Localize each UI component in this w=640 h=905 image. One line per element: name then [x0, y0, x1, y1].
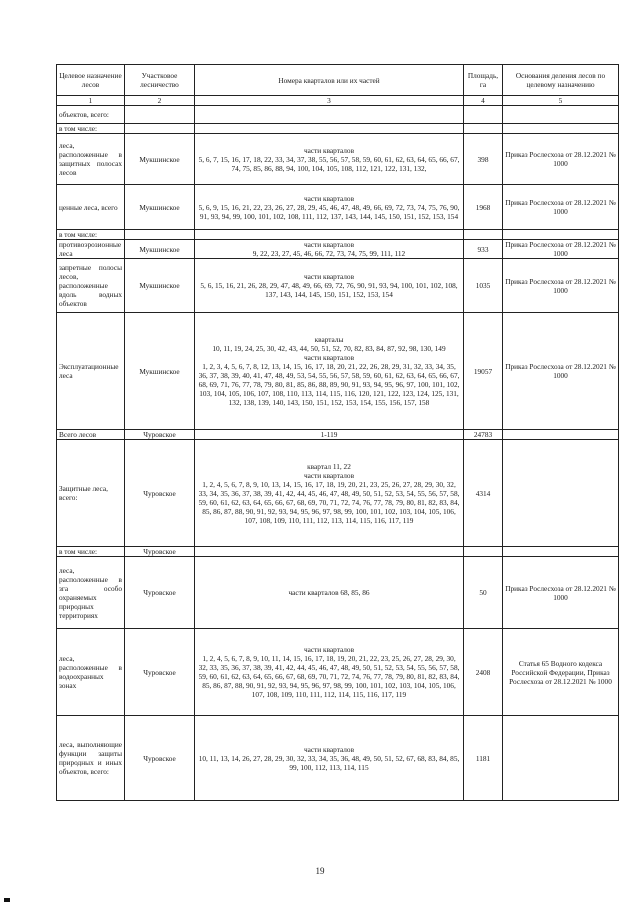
cell-basis [503, 230, 619, 240]
cell-district [125, 106, 195, 124]
cell-blocks: кварталы 10, 11, 19, 24, 25, 30, 42, 43, 44, 50, 51, 52, 70, 82, 83, 84, 87, 92, 98, 130, 149 части кварталов 1, 2, 3, 4, 5, 6, 7, 8, 12, 13, 14, 15, 16, 17, 18, 20, 21, 22, 26, 28, 29, 31, 32, 33, 34, 35, 36, 37, 38, 39, 40, 41, 47, 48, 49, 53, 54, 55, 56, 57, 58, 59, 60, 61, 62, 63, 64, 65, 66, 67, 68, 69, 71, 76, 77, 78, 79, 80, 81, 85, 86, 88, 89, 90, 91, 93, 94, 95, 96, 97, 100, 101, 102, 103, 104, 105, 106, 107, 108, 110, 113, 114, 115, 116, 120, 121, 122, 123, 124, 125, 131, 132, 138, 139, 140, 143, 150, 151, 152, 153, 154, 155, 156, 157, 158 [195, 313, 464, 430]
cell-area [464, 230, 503, 240]
cell-basis [503, 106, 619, 124]
table-row [57, 240, 619, 259]
cell-blocks: 1-119 [195, 430, 464, 440]
header-area: Площадь, га [464, 65, 503, 96]
cell-district: Чуровское [125, 716, 195, 801]
cell-purpose: в том числе: [57, 230, 125, 240]
cell-purpose: леса, расположенные в зга особо охраняемых природных территориях [57, 557, 125, 629]
cell-blocks [195, 106, 464, 124]
cell-blocks: части кварталов 9, 22, 23, 27, 45, 46, 66, 72, 73, 74, 75, 99, 111, 112 [195, 240, 464, 259]
cell-basis: Приказ Рослесхоза от 28.12.2021 № 1000 [503, 134, 619, 185]
cell-basis [503, 547, 619, 557]
table-row [57, 629, 619, 716]
cell-blocks: части кварталов 68, 85, 86 [195, 557, 464, 629]
column-number: 4 [464, 96, 503, 106]
cell-purpose: Всего лесов [57, 430, 125, 440]
cell-district: Мукшинское [125, 240, 195, 259]
header-district: Участковое лесничество [125, 65, 195, 96]
cell-area: 24783 [464, 430, 503, 440]
header-blocks: Номера кварталов или их частей [195, 65, 464, 96]
column-number: 5 [503, 96, 619, 106]
cell-basis: Приказ Рослесхоза от 28.12.2021 № 1000 [503, 240, 619, 259]
cell-area: 1968 [464, 185, 503, 230]
cell-basis [503, 430, 619, 440]
cell-area [464, 547, 503, 557]
page-number: 19 [315, 866, 325, 876]
cell-area: 50 [464, 557, 503, 629]
cell-basis: Статья 65 Водного кодекса Российской Федерации, Приказ Рослесхоза от 28.12.2021 № 1000 [503, 629, 619, 716]
cell-basis [503, 124, 619, 134]
cell-blocks [195, 547, 464, 557]
cell-purpose: объектов, всего: [57, 106, 125, 124]
cell-blocks [195, 124, 464, 134]
cell-basis: Приказ Рослесхоза от 28.12.2021 № 1000 [503, 259, 619, 313]
cell-basis [503, 716, 619, 801]
table-row [57, 557, 619, 629]
cell-area: 19057 [464, 313, 503, 430]
cell-district: Чуровское [125, 430, 195, 440]
cell-purpose: леса, выполняющие функции защиты природных и иных объектов, всего: [57, 716, 125, 801]
cell-district [125, 124, 195, 134]
cell-district: Чуровское [125, 440, 195, 547]
column-number: 2 [125, 96, 195, 106]
scan-artifact [4, 898, 10, 902]
cell-blocks: части кварталов 10, 11, 13, 14, 26, 27, 28, 29, 30, 32, 33, 34, 35, 36, 48, 49, 50, 51, 52, 67, 68, 83, 84, 85, 99, 100, 112, 113, 114, 115 [195, 716, 464, 801]
table-row [57, 440, 619, 547]
cell-purpose: запретные полосы лесов, расположенные вдоль водных объектов [57, 259, 125, 313]
table-row [57, 430, 619, 440]
table-row [57, 313, 619, 430]
table-body [57, 106, 619, 801]
cell-basis [503, 440, 619, 547]
cell-blocks: части кварталов 5, 6, 7, 15, 16, 17, 18, 22, 33, 34, 37, 38, 55, 56, 57, 58, 59, 60, 61, 62, 63, 64, 65, 66, 67, 74, 75, 85, 86, 88, 94, 100, 104, 105, 108, 112, 121, 122, 131, 132, [195, 134, 464, 185]
header-purpose: Целевое назначение лесов [57, 65, 125, 96]
cell-purpose: Защитные леса, всего: [57, 440, 125, 547]
cell-area: 2408 [464, 629, 503, 716]
cell-blocks: части кварталов 1, 2, 4, 5, 6, 7, 8, 9, 10, 11, 14, 15, 16, 17, 18, 19, 20, 21, 22, 23, 25, 26, 27, 28, 29, 30, 32, 33, 35, 36, 37, 38, 39, 41, 42, 44, 45, 46, 47, 48, 49, 50, 51, 52, 53, 54, 55, 56, 57, 58, 59, 60, 61, 62, 63, 64, 65, 66, 67, 68, 69, 70, 71, 72, 74, 76, 77, 78, 79, 80, 81, 82, 83, 84, 85, 86, 87, 88, 90, 91, 92, 93, 94, 95, 96, 97, 98, 99, 100, 101, 102, 103, 104, 105, 106, 107, 108, 109, 110, 111, 112, 114, 115, 116, 117, 119 [195, 629, 464, 716]
cell-blocks: части кварталов 5, 6, 9, 15, 16, 21, 22, 23, 26, 27, 28, 29, 45, 46, 47, 48, 49, 66, 69, 72, 73, 74, 75, 76, 90, 91, 93, 94, 99, 100, 101, 102, 108, 111, 112, 137, 143, 144, 145, 150, 151, 152, 153, 154 [195, 185, 464, 230]
cell-district [125, 230, 195, 240]
cell-purpose: противоэрозионные леса [57, 240, 125, 259]
cell-basis: Приказ Рослесхоза от 28.12.2021 № 1000 [503, 557, 619, 629]
cell-purpose: леса, расположенные в защитных полосах лесов [57, 134, 125, 185]
cell-area: 1181 [464, 716, 503, 801]
table-row [57, 259, 619, 313]
table-row [57, 134, 619, 185]
cell-blocks [195, 230, 464, 240]
cell-basis: Приказ Рослесхоза от 28.12.2021 № 1000 [503, 185, 619, 230]
cell-district: Чуровское [125, 557, 195, 629]
cell-blocks: квартал 11, 22 части кварталов 1, 2, 4, 5, 6, 7, 8, 9, 10, 13, 14, 15, 16, 17, 18, 19, 20, 21, 23, 25, 26, 27, 28, 29, 30, 32, 33, 34, 35, 36, 37, 38, 39, 41, 42, 44, 45, 46, 47, 48, 49, 50, 51, 52, 53, 54, 55, 56, 57, 58, 59, 60, 61, 62, 63, 64, 65, 66, 67, 68, 69, 70, 71, 72, 74, 76, 77, 78, 79, 80, 81, 82, 83, 84, 85, 86, 87, 88, 90, 91, 92, 93, 94, 95, 96, 97, 98, 99, 100, 101, 102, 103, 104, 105, 106, 107, 108, 109, 110, 111, 112, 113, 114, 115, 116, 117, 119 [195, 440, 464, 547]
table-header-row [57, 65, 619, 96]
column-number: 1 [57, 96, 125, 106]
table-row [57, 716, 619, 801]
cell-purpose: в том числе: [57, 547, 125, 557]
cell-area: 933 [464, 240, 503, 259]
cell-district: Чуровское [125, 547, 195, 557]
forest-purpose-table [56, 64, 619, 801]
table-row [57, 106, 619, 124]
table-row [57, 185, 619, 230]
table-row [57, 547, 619, 557]
cell-district: Мукшинское [125, 313, 195, 430]
cell-purpose: ценные леса, всего [57, 185, 125, 230]
cell-purpose: в том числе: [57, 124, 125, 134]
cell-area: 4314 [464, 440, 503, 547]
cell-area: 1035 [464, 259, 503, 313]
column-number: 3 [195, 96, 464, 106]
cell-purpose: леса, расположенные в водоохранных зонах [57, 629, 125, 716]
table-row [57, 230, 619, 240]
header-basis: Основания деления лесов по целевому назначению [503, 65, 619, 96]
cell-district: Мукшинское [125, 134, 195, 185]
cell-area [464, 124, 503, 134]
cell-basis: Приказ Рослесхоза от 28.12.2021 № 1000 [503, 313, 619, 430]
table-row [57, 124, 619, 134]
cell-blocks: части кварталов 5, 6, 15, 16, 21, 26, 28, 29, 47, 48, 49, 66, 69, 72, 76, 90, 91, 93, 94, 100, 101, 102, 108, 137, 143, 144, 145, 150, 151, 152, 153, 154 [195, 259, 464, 313]
column-number-row [57, 96, 619, 106]
cell-district: Мукшинское [125, 259, 195, 313]
cell-district: Мукшинское [125, 185, 195, 230]
cell-district: Чуровское [125, 629, 195, 716]
cell-area [464, 106, 503, 124]
cell-purpose: Эксплуатационные леса [57, 313, 125, 430]
cell-area: 398 [464, 134, 503, 185]
